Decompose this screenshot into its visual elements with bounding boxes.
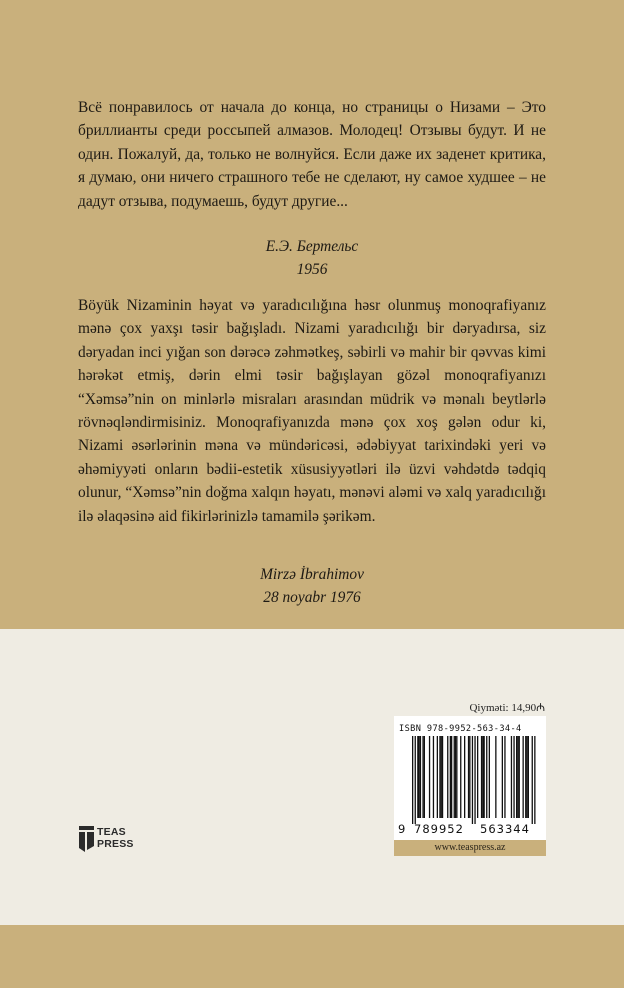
isbn-text: ISBN 978-9952-563-34-4 — [399, 724, 522, 734]
barcode-bar — [526, 736, 527, 818]
barcode-bar — [412, 736, 413, 824]
quote-ibrahimov-text: Böyük Nizaminin həyat və yaradıcılığına həsr olunmuş monoqrafiyanız mənə çox yaxşı təsir bağışladı. Nizami yaradıcılığı bir dəryadırsa, siz dəryadan inci yığan son dərəcə zəhmətkeş, səbirli və mahir bir qəvvas kimi hərəkət etmiş, dərin elmi təsir bağışlayan gözəl monoqrafiyanızı “Xəmsə”nin on minlərlə misraları arasından müdrik və mənalı beytlərlə rövnəqləndirmisiniz. Monoqrafiyanızda mənə çox xoş gələn odur ki, Nizami əsərlərinin məna və mündəricəsi, ədəbiyyat tarixindəki yeri və əhəmiyyəti onların bədii-estetik xüsusiyyətləri ilə üzvi vəhdətdə tədqiq olunur, “Xəmsə”nin doğma xalqın həyatı, mənəvi aləmi və xalq yaradıcılığı ilə əlaqəsinə aid fikirlərinizlə tamamilə şərikəm. — [78, 297, 546, 525]
quote-ibrahimov-date: 28 noyabr 1976 — [263, 589, 361, 607]
barcode-bar — [415, 736, 416, 824]
barcode-bar — [484, 736, 485, 818]
barcode-bar — [429, 736, 430, 818]
barcode-bar — [525, 736, 526, 818]
barcode-bar — [450, 736, 451, 818]
barcode-bar — [477, 736, 478, 818]
teas-press-logo-icon — [79, 826, 94, 852]
barcode-bar — [482, 736, 483, 818]
barcode-bar — [451, 736, 452, 818]
barcode-bar — [439, 736, 440, 818]
barcode-bar — [486, 736, 487, 818]
quote-bertels-date: 1956 — [296, 261, 328, 279]
barcode-bar — [419, 736, 420, 818]
barcode-bar — [441, 736, 442, 818]
barcode-bar — [472, 736, 473, 824]
price-label: Qiyməti: 14,90₼ — [469, 702, 545, 714]
barcode-bar — [442, 736, 443, 818]
barcode-bars-icon — [398, 736, 544, 824]
barcode-bar — [511, 736, 512, 818]
barcode-bar — [420, 736, 421, 818]
quote-ibrahimov-signature — [0, 563, 624, 610]
publisher-name — [97, 826, 134, 850]
barcode-bar — [528, 736, 529, 818]
barcode-bar — [464, 736, 465, 818]
barcode-bar — [513, 736, 514, 818]
barcode-bar — [417, 736, 418, 818]
barcode-bar — [455, 736, 456, 818]
quote-bertels-signature — [0, 235, 624, 282]
barcode-bar — [534, 736, 535, 824]
quote-bertels-author: Е.Э. Бертельс — [265, 238, 359, 255]
barcode-bar — [422, 736, 423, 818]
barcode-bar — [456, 736, 457, 818]
barcode-bar — [495, 736, 496, 818]
barcode-bar — [502, 736, 503, 818]
barcode-bar — [481, 736, 482, 818]
publisher-name-line1: TEAS — [97, 826, 126, 838]
publisher-logo — [79, 826, 145, 852]
barcode-bar — [517, 736, 518, 818]
barcode-bar — [489, 736, 490, 818]
barcode-bar — [454, 736, 455, 818]
barcode-bar — [433, 736, 434, 818]
barcode-bar — [532, 736, 533, 824]
barcode-bar — [468, 736, 469, 818]
barcode-bar — [474, 736, 475, 824]
quote-bertels-text: Всё понравилось от начала до конца, но страницы о Низами – Это бриллианты среди россыпей алмазов. Молодец! Отзывы будут. И не один. Пожалуй, да, только не волнуйся. Если даже их заденет критика, я думаю, они ничего страшного тебе не сделают, ну самое худшее – не дадут отзыва, подумаешь, будут другие... — [78, 99, 546, 210]
ean-right-group: 563344 — [480, 822, 530, 836]
quote-ibrahimov-author: Mirzə İbrahimov — [260, 566, 364, 583]
barcode-bar — [523, 736, 524, 818]
barcode-bar — [504, 736, 505, 818]
barcode-bar — [424, 736, 425, 818]
barcode-bar — [447, 736, 448, 818]
barcode-bar — [519, 736, 520, 818]
ean-first-digit: 9 — [398, 822, 406, 836]
website-url: www.teaspress.az — [394, 840, 546, 856]
barcode-bar — [437, 736, 438, 818]
barcode-bar — [460, 736, 461, 818]
barcode-bar — [516, 736, 517, 818]
ean-left-group: 789952 — [414, 822, 464, 836]
barcode-bar — [469, 736, 470, 818]
bottom-gold-band — [0, 925, 624, 988]
publisher-name-line2: PRESS — [97, 838, 134, 850]
